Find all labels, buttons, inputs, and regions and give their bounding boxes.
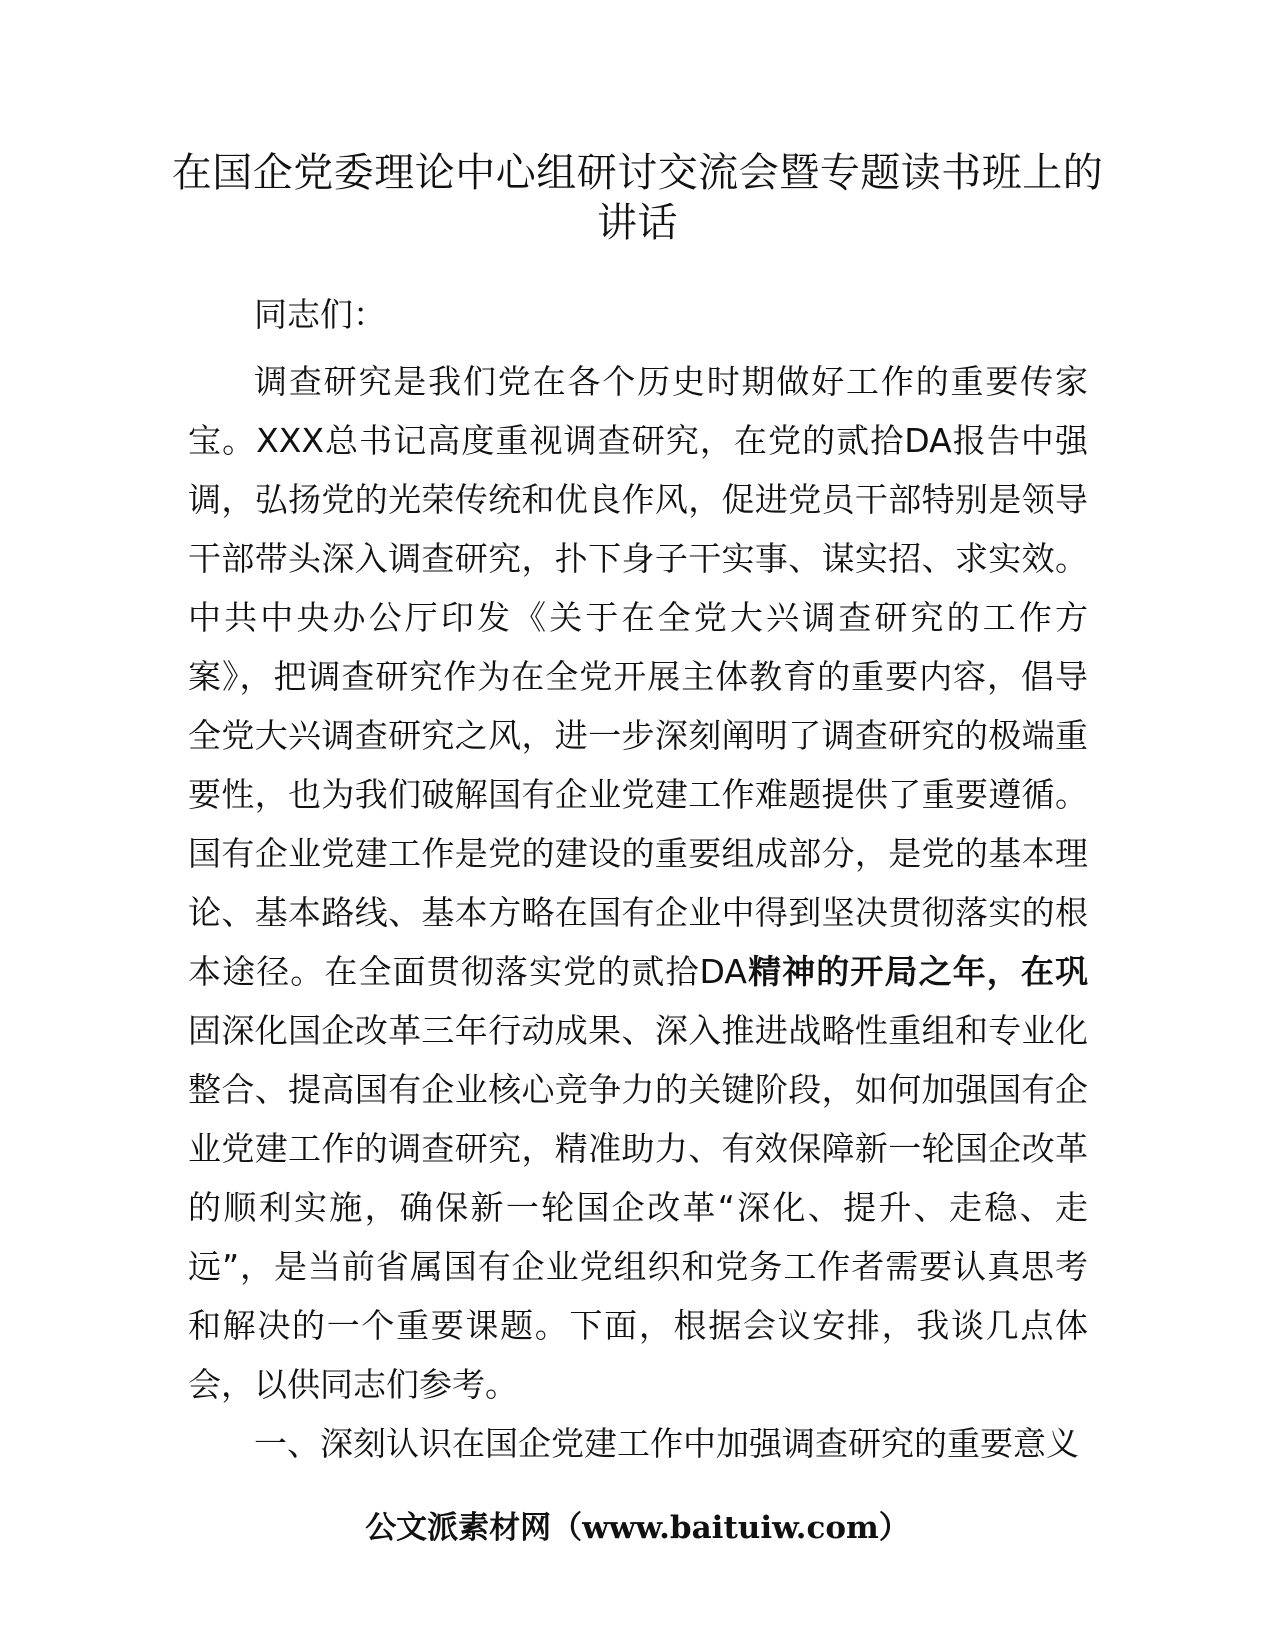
paragraph-intro-bold: 精神的开局之年，在巩	[746, 952, 1089, 991]
salutation: 同志们：	[254, 295, 386, 334]
document-title: 在国企党委理论中心组研讨交流会暨专题读书班上的讲话	[171, 150, 1104, 246]
footer-watermark: 公文派素材网（www.baituiw.com）	[365, 1510, 910, 1546]
paragraph-intro-part1: 调查研究是我们党在各个历史时期做好工作的重要传家宝。XXX总书记高度重视调查研究，在党的贰拾DA报告中强调，弘扬党的光荣传统和优良作风，促进党员干部特别是领导干部带头深入调查研究，扑下身子干实事、谋实招、求实效。中共中央办公厅印发《关于在全党大兴调查研究的工作方案》，把调查研究作为在全党开展主体教育的重要内容，倡导全党大兴调查研究之风，进一步深刻阐明了调查研究的极端重要性，也为我们破解国有企业党建工作难题提供了重要遵循。国有企业党建工作是党的建设的重要组成部分，是党的基本理论、基本路线、基本方略在国有企业中得到坚决贯彻落实的根本途径。在全面贯彻落实党的贰拾DA	[188, 362, 1088, 991]
paragraph-intro-part3: 固深化国企改革三年行动成果、深入推进战略性重组和专业化整合、提高国有企业核心竞争力的关键阶段，如何加强国有企业党建工作的调查研究，精准助力、有效保障新一轮国企改革的顺利实施，确保新一轮国企改革“深化、提升、走稳、走远”，是当前省属国有企业党组织和党务工作者需要认真思考和解决的一个重要课题。下面，根据会议安排，我谈几点体会，以供同志们参考。	[188, 1011, 1088, 1404]
section-heading-1: 一、深刻认识在国企党建工作中加强调查研究的重要意义	[254, 1424, 1079, 1463]
paragraph-intro	[188, 352, 1088, 1414]
